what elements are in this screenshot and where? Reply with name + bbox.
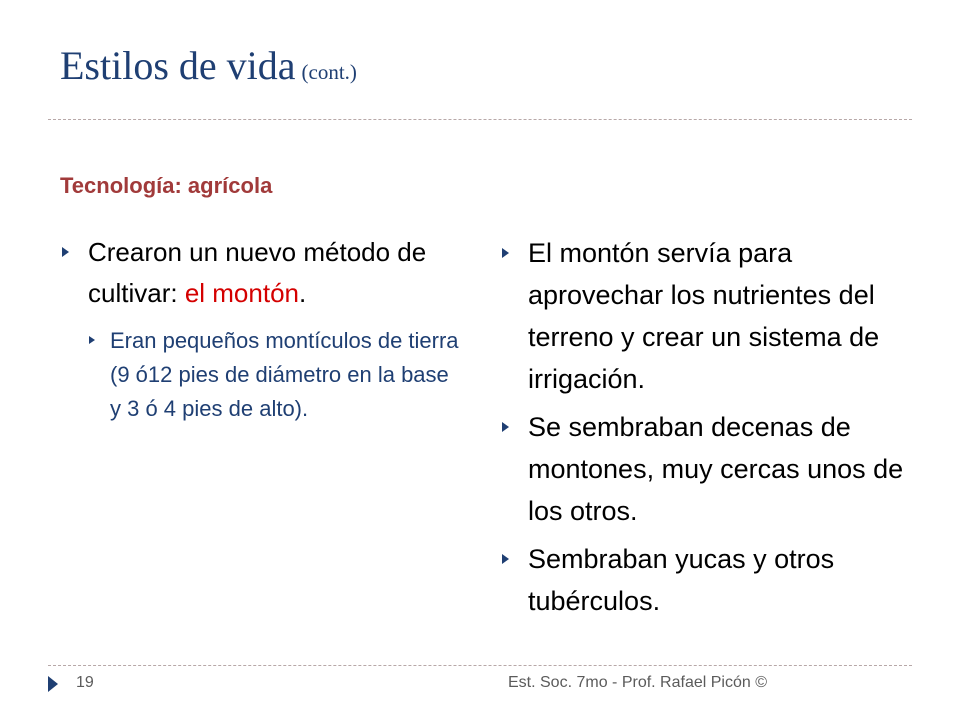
top-divider: [48, 119, 912, 120]
item-text: El montón servía para aprovechar los nutrientes del terreno y crear un sistema de irrigación.: [528, 238, 880, 394]
page-number: 19: [76, 674, 94, 691]
bullet-arrow-icon: [502, 554, 509, 564]
bullet-arrow-icon: [62, 247, 69, 257]
slide-title-suffix: (cont.): [301, 60, 357, 84]
sub-bullet-arrow-icon: [89, 336, 95, 344]
right-column: [500, 232, 910, 628]
bottom-divider: [48, 665, 912, 666]
sub-bullet-item: [88, 324, 460, 426]
item-text-end: .: [299, 278, 307, 308]
bullet-arrow-icon: [502, 422, 509, 432]
footer-arrow-icon: [48, 676, 58, 692]
bullet-item-sowing: [500, 406, 910, 532]
item-text: Crearon un nuevo método de cultivar:: [88, 237, 427, 308]
item-text: Sembraban yucas y otros tubérculos.: [528, 544, 835, 616]
bullet-arrow-icon: [502, 248, 509, 258]
section-subheading: Tecnología: agrícola: [60, 173, 273, 198]
footer-credit: Est. Soc. 7mo - Prof. Rafael Picón ©: [508, 674, 767, 691]
bullet-item-crops: [500, 538, 910, 622]
bullet-item-new-method: [60, 232, 460, 314]
sub-item-text: Eran pequeños montículos de tierra (9 ó12 pies de diámetro en la base y 3 ó 4 pies de alto).: [110, 328, 459, 421]
bullet-item-monton-purpose: [500, 232, 910, 400]
item-text: Se sembraban decenas de montones, muy cercas unos de los otros.: [528, 412, 904, 526]
left-column: [60, 232, 460, 426]
slide-title: [60, 43, 357, 88]
slide-title-main: Estilos de vida: [60, 43, 296, 88]
highlight-text: el montón: [184, 278, 299, 308]
